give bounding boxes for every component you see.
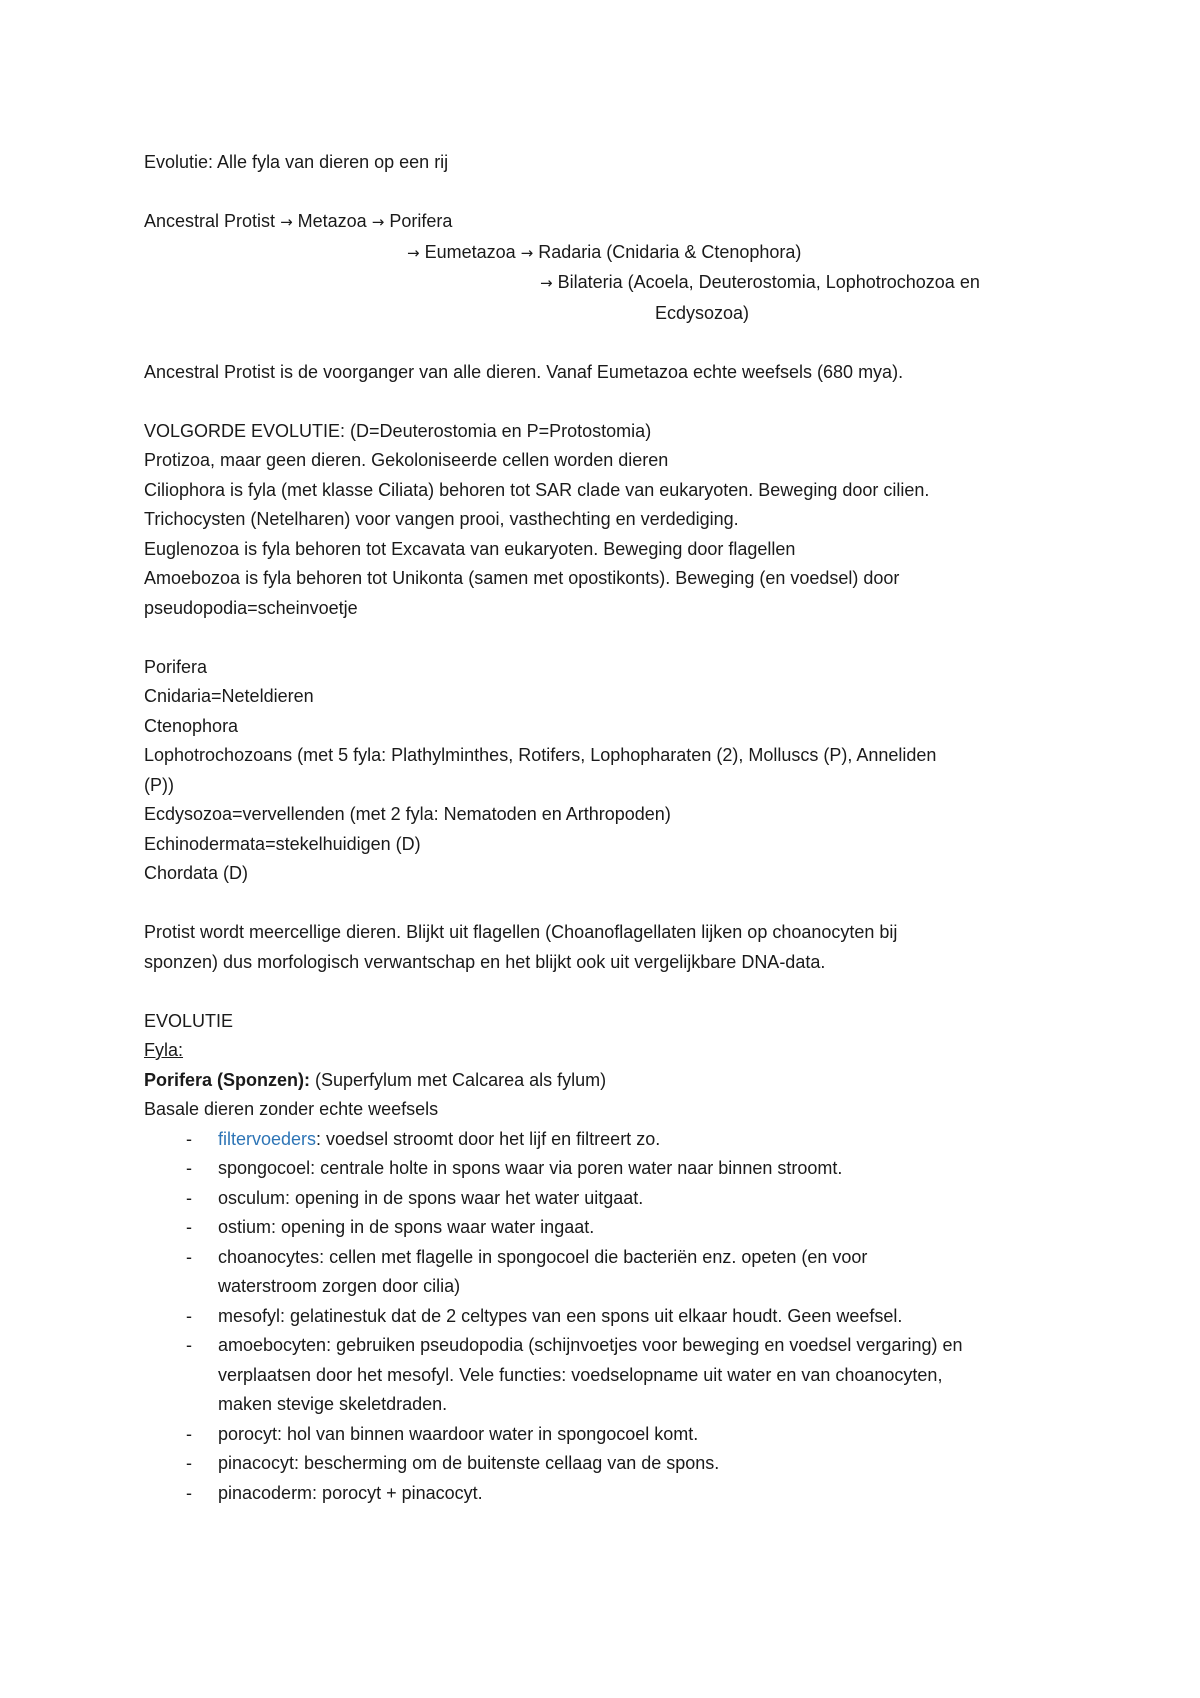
dash-bullet-icon: - <box>186 1482 192 1503</box>
tree-node-bilateria: Bilateria (Acoela, Deuterostomia, Lophotrochozoa en <box>557 272 980 292</box>
spacer <box>144 977 1080 1007</box>
dash-bullet-icon: - <box>186 1128 192 1149</box>
spacer <box>144 387 1080 417</box>
fyla-label: Fyla: <box>144 1040 184 1060</box>
porifera-heading <box>144 1066 1080 1096</box>
list-item-text: maken stevige skeletdraden. <box>218 1394 448 1414</box>
arrow-right-icon: → <box>280 213 293 231</box>
basale-line: Basale dieren zonder echte weefsels <box>144 1099 439 1119</box>
phylum-line: Ecdysozoa=vervellenden (met 2 fyla: Nematoden en Arthropoden) <box>144 804 671 824</box>
dash-bullet-icon: - <box>186 1187 192 1208</box>
arrow-right-icon: → <box>371 213 385 231</box>
dash-bullet-icon: - <box>186 1305 192 1326</box>
list-item <box>144 1154 1080 1184</box>
list-item-text: verplaatsen door het mesofyl. Vele functies: voedselopname uit water en van choanocyten, <box>218 1364 943 1385</box>
list-item-text: choanocytes: cellen met flagelle in spongocoel die bacteriën enz. opeten (en voor <box>218 1246 868 1267</box>
porifera-bold-label: Porifera (Sponzen): <box>144 1069 311 1090</box>
dash-bullet-icon: - <box>186 1246 192 1267</box>
volgorde-heading: VOLGORDE EVOLUTIE: (D=Deuterostomia en P=Protostomia) <box>144 420 652 441</box>
spacer <box>144 178 1080 208</box>
list-item-text: porocyt: hol van binnen waardoor water in spongocoel komt. <box>218 1423 699 1444</box>
spacer <box>144 889 1080 919</box>
list-item-text: ostium: opening in de spons waar water ingaat. <box>218 1217 595 1237</box>
list-item-text: pinacocyt: bescherming om de buitenste cellaag van de spons. <box>218 1453 720 1473</box>
term-filtervoeders: filtervoeders <box>218 1128 317 1149</box>
tree-line-2 <box>144 238 1080 269</box>
tree-line-3 <box>144 268 1080 299</box>
list-item <box>144 1213 1080 1243</box>
evolutie-heading: EVOLUTIE <box>144 1010 234 1031</box>
list-item <box>144 1125 1080 1155</box>
document-title: Evolutie: Alle fyla van dieren op een rij <box>144 152 449 172</box>
dash-bullet-icon: - <box>186 1453 192 1473</box>
tree-node-eumetazoa: Eumetazoa <box>424 241 516 262</box>
porifera-description: (Superfylum met Calcarea als fylum) <box>310 1069 607 1090</box>
list-item-text: : voedsel stroomt door het lijf en filtreert zo. <box>316 1128 661 1149</box>
tree-node-metazoa: Metazoa <box>297 211 367 231</box>
arrow-right-icon: → <box>540 274 553 292</box>
phylum-line: Cnidaria=Neteldieren <box>144 686 314 706</box>
dash-bullet-icon: - <box>186 1423 192 1444</box>
dash-bullet-icon: - <box>186 1217 192 1237</box>
phylum-line: Ctenophora <box>144 715 239 736</box>
list-item <box>144 1184 1080 1214</box>
list-item-text: pinacoderm: porocyt + pinacocyt. <box>218 1482 483 1503</box>
list-item-text: spongocoel: centrale holte in spons waar via poren water naar binnen stroomt. <box>218 1158 843 1178</box>
tree-node-radaria: Radaria (Cnidaria & Ctenophora) <box>538 241 802 262</box>
list-item <box>144 1449 1080 1479</box>
list-item <box>144 1420 1080 1450</box>
phylum-line: Lophotrochozoans (met 5 fyla: Plathylminthes, Rotifers, Lophopharaten (2), Molluscs (P), Anneliden <box>144 745 937 765</box>
list-item <box>144 1302 1080 1332</box>
protist-paragraph-line: sponzen) dus morfologisch verwantschap en het blijkt ook uit vergelijkbare DNA-data. <box>144 951 826 972</box>
arrow-right-icon: → <box>520 243 534 262</box>
dash-bullet-icon: - <box>186 1158 192 1178</box>
list-item-text: waterstroom zorgen door cilia) <box>218 1276 461 1296</box>
volgorde-line: pseudopodia=scheinvoetje <box>144 597 358 618</box>
phylum-line: Chordata (D) <box>144 863 249 883</box>
phylum-line: Porifera <box>144 656 208 677</box>
protist-paragraph-line: Protist wordt meercellige dieren. Blijkt uit flagellen (Choanoflagellaten lijken op choanocyten bij <box>144 922 898 942</box>
list-item-text: osculum: opening in de spons waar het water uitgaat. <box>218 1187 644 1208</box>
phylum-line: Echinodermata=stekelhuidigen (D) <box>144 833 421 854</box>
tree-node-ancestral-protist: Ancestral Protist <box>144 211 276 231</box>
tree-line-1 <box>144 207 1080 238</box>
volgorde-line: Protizoa, maar geen dieren. Gekoloniseerde cellen worden dieren <box>144 450 669 470</box>
volgorde-line: Euglenozoa is fyla behoren tot Excavata van eukaryoten. Beweging door flagellen <box>144 538 796 559</box>
intro-paragraph: Ancestral Protist is de voorganger van alle dieren. Vanaf Eumetazoa echte weefsels (680 mya). <box>144 361 904 382</box>
spacer <box>144 328 1080 358</box>
tree-line-4: Ecdysozoa) <box>655 302 750 323</box>
dash-bullet-icon: - <box>186 1335 192 1355</box>
list-item-text: mesofyl: gelatinestuk dat de 2 celtypes van een spons uit elkaar houdt. Geen weefsel. <box>218 1305 903 1326</box>
arrow-right-icon: → <box>407 243 420 262</box>
spacer <box>144 623 1080 653</box>
volgorde-line: Amoebozoa is fyla behoren tot Unikonta (samen met opostikonts). Beweging (en voedsel) door <box>144 568 900 588</box>
tree-node-porifera: Porifera <box>389 211 453 231</box>
list-item <box>144 1331 1080 1420</box>
porifera-list <box>144 1125 1080 1509</box>
list-item <box>144 1479 1080 1509</box>
list-item-text: amoebocyten: gebruiken pseudopodia (schijnvoetjes voor beweging en voedsel vergaring) en <box>218 1335 963 1355</box>
phylum-line: (P)) <box>144 774 174 795</box>
list-item <box>144 1243 1080 1302</box>
volgorde-line: Trichocysten (Netelharen) voor vangen prooi, vasthechting en verdediging. <box>144 509 739 529</box>
volgorde-line: Ciliophora is fyla (met klasse Ciliata) behoren tot SAR clade van eukaryoten. Beweging door cilien. <box>144 479 930 500</box>
